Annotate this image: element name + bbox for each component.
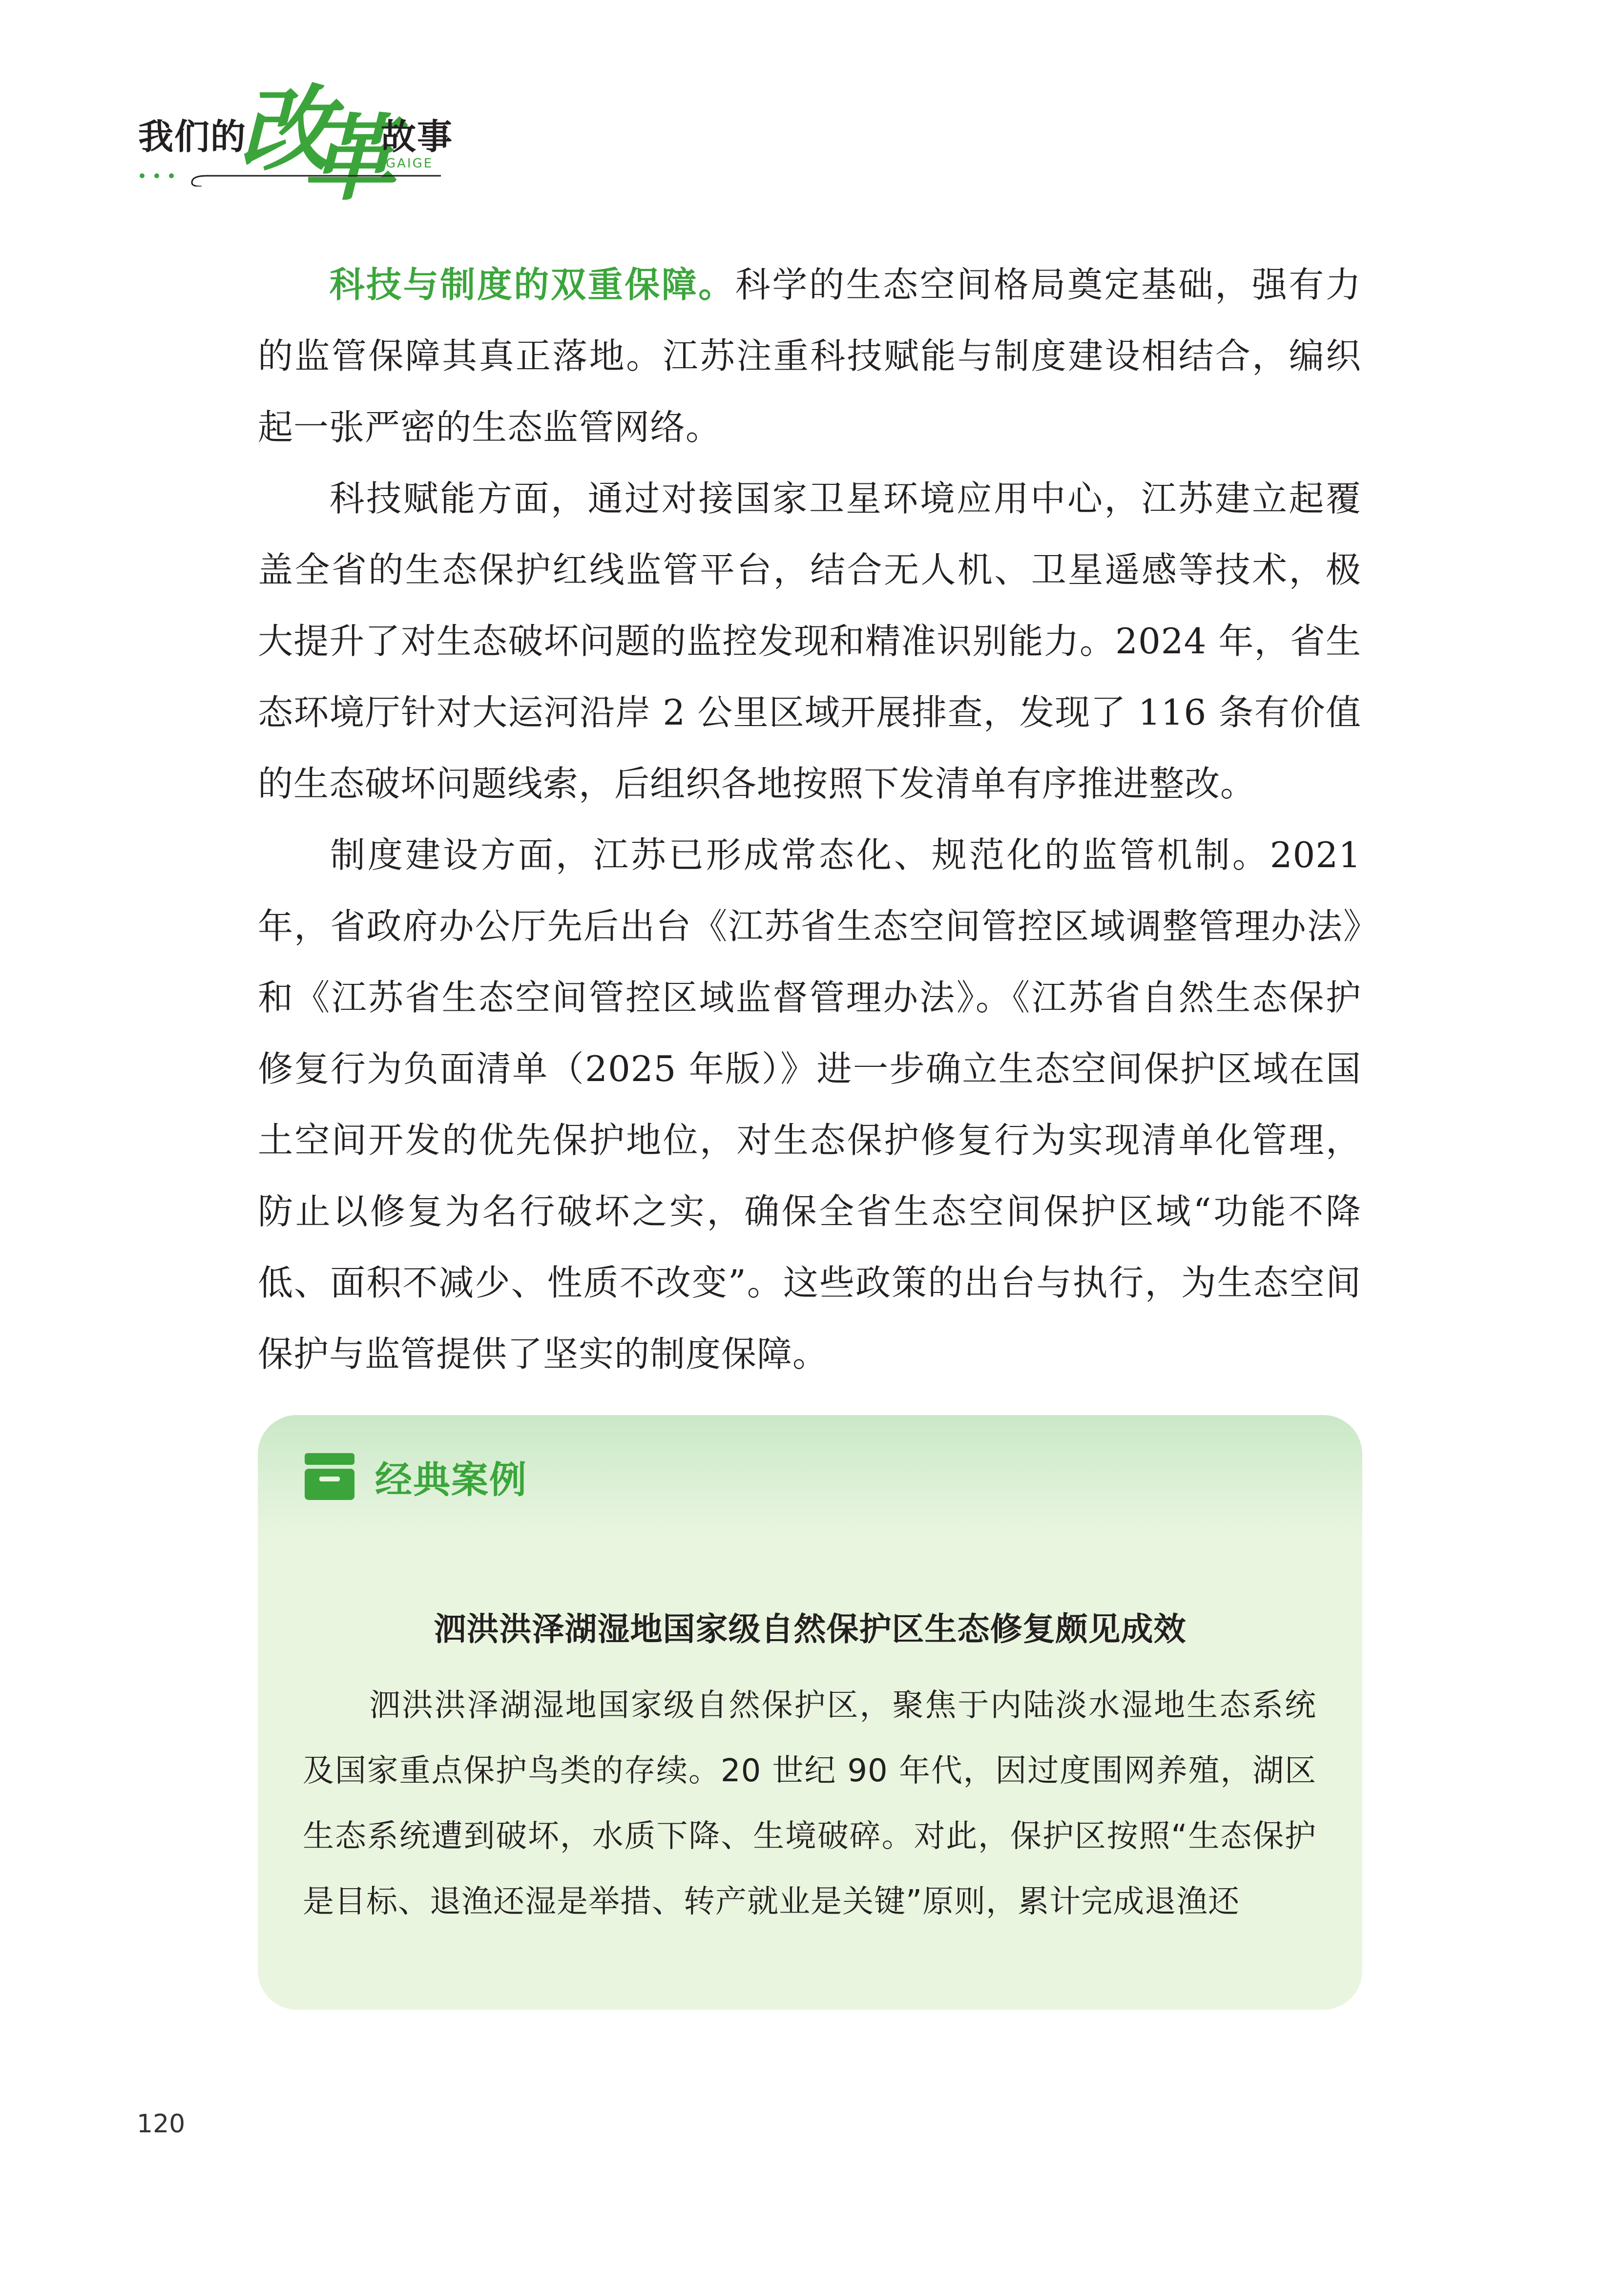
paragraph-2-text: 科技赋能方面，通过对接国家卫星环境应用中心，江苏建立起覆盖全省的生态保护红线监管平台，结合无人机、卫星遥感等技术，极大提升了对生态破坏问题的监控发现和精准识别能力。2024 年，省生态环境厅针对大运河沿岸 2 公里区域开展排查，发现了 116 条有价值的生态破坏问题线索，后组织各地按照下发清单有序推进整改。 — [258, 478, 1361, 804]
logo-text-right: 故事 — [381, 116, 454, 157]
logo-gaige-label: GAIGE — [386, 156, 434, 171]
page-number: 120 — [137, 2109, 186, 2139]
logo-big-char-2: 革 — [303, 104, 396, 213]
case-header — [258, 1415, 1362, 1542]
paragraph-1 — [258, 249, 1361, 463]
series-logo — [0, 0, 488, 215]
case-title: 经典案例 — [375, 1458, 527, 1501]
logo-underline — [138, 172, 441, 175]
case-paragraph-text: 泗洪洪泽湖湿地国家级自然保护区，聚焦于内陆淡水湿地生态系统及国家重点保护鸟类的存续。20 世纪 90 年代，因过度围网养殖，湖区生态系统遭到破坏，水质下降、生境破碎。对此，保护区按照“生态保护是目标、退渔还湿是举措、转产就业是关键”原则，累计完成退渔还 — [303, 1687, 1316, 1920]
logo-text-left: 我们的 — [138, 116, 247, 157]
case-headline: 泗洪洪泽湖湿地国家级自然保护区生态修复颇见成效 — [434, 1610, 1187, 1648]
paragraph-3-text: 制度建设方面，江苏已形成常态化、规范化的监管机制。2021 年，省政府办公厅先后出台《江苏省生态空间管控区域调整管理办法》和《江苏省生态空间管控区域监督管理办法》。《江苏省自然生态保护修复行为负面清单（2025 年版）》进一步确立生态空间保护区域在国土空间开发的优先保护地位，对生态保护修复行为实现清单化管理，防止以修复为名行破坏之实，确保全省生态空间保护区域“功能不降低、面积不减少、性质不改变”。这些政策的出台与执行，为生态空间保护与监管提供了坚实的制度保障。 — [258, 834, 1361, 1374]
classic-case-box — [258, 1415, 1362, 2010]
paragraph-1-text: 科学的生态空间格局奠定基础，强有力的监管保障其真正落地。江苏注重科技赋能与制度建设相结合，编织起一张严密的生态监管网络。 — [258, 264, 1361, 448]
paragraph-2 — [258, 463, 1361, 819]
case-paragraph — [303, 1673, 1316, 1935]
paragraph-3 — [258, 819, 1361, 1390]
archive-box-icon — [303, 1451, 356, 1502]
logo-big-char-1: 改 — [239, 75, 333, 184]
paragraph-1-lead: 科技与制度的双重保障。 — [328, 264, 735, 305]
